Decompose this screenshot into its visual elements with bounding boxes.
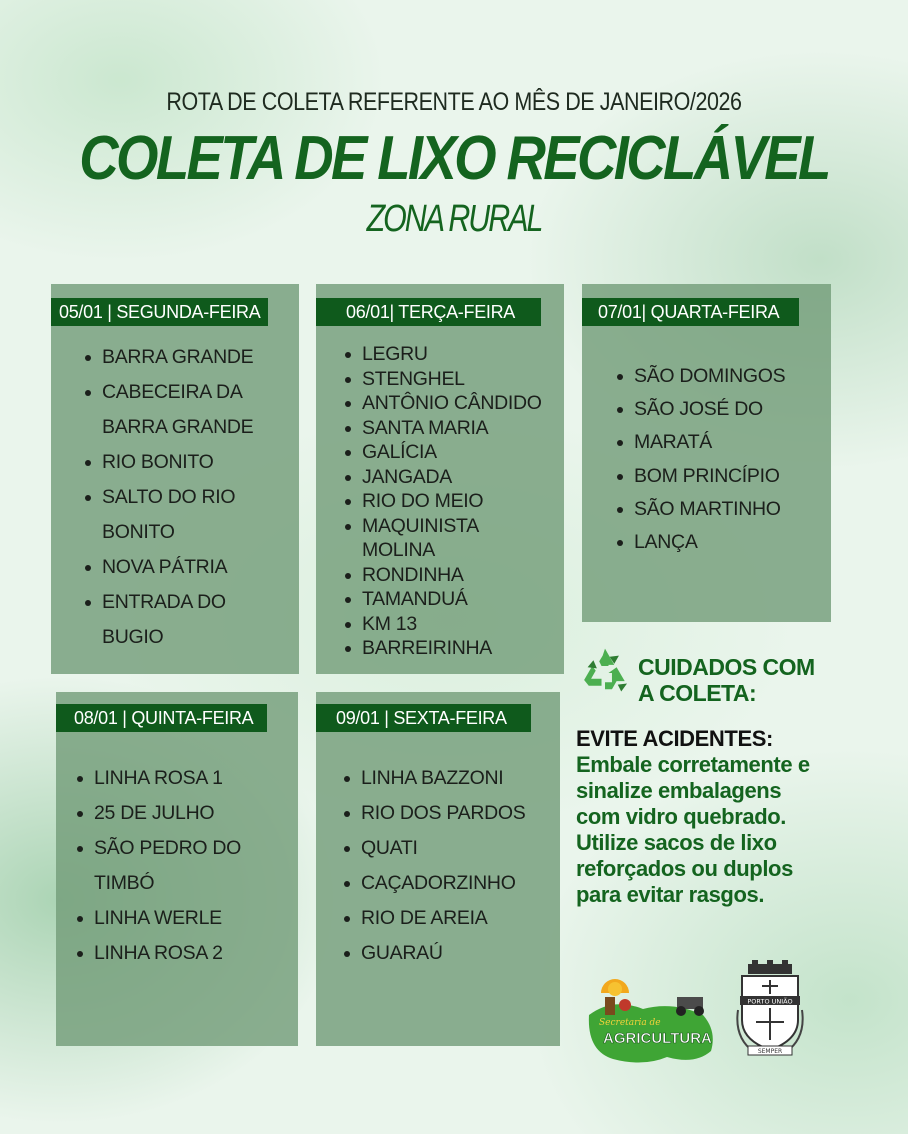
list-item: JANGADA (342, 465, 542, 490)
list-item: RIO DOS PARDOS (341, 796, 525, 831)
care-lead: EVITE ACIDENTES: (576, 726, 773, 751)
list-item: BARRA GRANDE (102, 416, 254, 438)
list-item: TAMANDUÁ (342, 587, 542, 612)
list-item: TIMBÓ (94, 872, 155, 894)
list-item: NOVA PÁTRIA (82, 550, 253, 585)
list-item: LINHA WERLE (74, 901, 241, 936)
svg-text:SEMPER: SEMPER (757, 1048, 783, 1055)
list-item: BOM PRINCÍPIO (614, 460, 785, 493)
list-item: LINHA ROSA 1 (74, 761, 241, 796)
agriculture-logo (583, 975, 723, 1067)
list-item: STENGHEL (342, 367, 542, 392)
card-label-wednesday: 07/01| QUARTA-FEIRA (582, 298, 799, 326)
list-item: SALTO DO RIO (82, 480, 253, 515)
card-label-friday: 09/01 | SEXTA-FEIRA (316, 704, 531, 732)
list-item: SÃO DOMINGOS (614, 360, 785, 393)
list-item: LINHA ROSA 2 (74, 936, 241, 971)
card-label-thursday: 08/01 | QUINTA-FEIRA (56, 704, 267, 732)
svg-text:Secretaria de: Secretaria de (599, 1018, 661, 1028)
list-item: GUARAÚ (341, 936, 525, 971)
list-item: MARATÁ (614, 426, 785, 459)
list-item: MOLINA (362, 539, 435, 561)
care-title: CUIDADOS COM A COLETA: (638, 654, 815, 706)
list-item: BARREIRINHA (342, 636, 542, 661)
list-item: SANTA MARIA (342, 416, 542, 441)
list-item: GALÍCIA (342, 440, 542, 465)
location-list-monday (82, 340, 253, 655)
list-item: ENTRADA DO (82, 585, 253, 620)
list-item: CAÇADORZINHO (341, 866, 525, 901)
svg-text:PORTO UNIÃO: PORTO UNIÃO (747, 997, 793, 1006)
list-item: BONITO (102, 521, 175, 543)
list-item: LINHA BAZZONI (341, 761, 525, 796)
list-item: 25 DE JULHO (74, 796, 241, 831)
care-text (576, 726, 816, 908)
list-item: RONDINHA (342, 563, 542, 588)
list-item: LEGRU (342, 342, 542, 367)
list-item: CABECEIRA DA (82, 375, 253, 410)
list-item: SÃO JOSÉ DO (614, 393, 785, 426)
card-label-monday: 05/01 | SEGUNDA-FEIRA (51, 298, 268, 326)
list-item: RIO BONITO (82, 445, 253, 480)
location-list-friday (341, 761, 525, 971)
page-title: COLETA DE LIXO RECICLÁVEL (79, 124, 829, 193)
list-item: LANÇA (614, 526, 785, 559)
list-item: SÃO MARTINHO (614, 493, 785, 526)
list-item: BUGIO (102, 626, 164, 648)
list-item: BARRA GRANDE (82, 340, 253, 375)
list-item: KM 13 (342, 612, 542, 637)
location-list-wednesday (614, 360, 785, 559)
city-seal-logo (734, 960, 806, 1062)
list-item: RIO DE AREIA (341, 901, 525, 936)
header-top-line: ROTA DE COLETA REFERENTE AO MÊS DE JANEIRO/2026 (166, 88, 742, 116)
location-list-tuesday (342, 342, 542, 661)
care-body: Embale corretamente e sinalize embalagens com vidro quebrado. Utilize sacos de lixo reforçados ou duplos para evitar rasgos. (576, 752, 810, 907)
card-label-tuesday: 06/01| TERÇA-FEIRA (316, 298, 541, 326)
list-item: MAQUINISTA (342, 514, 542, 539)
svg-text:AGRICULTURA: AGRICULTURA (603, 1030, 712, 1047)
list-item: SÃO PEDRO DO (74, 831, 241, 866)
location-list-thursday (74, 761, 241, 971)
list-item: RIO DO MEIO (342, 489, 542, 514)
list-item: QUATI (341, 831, 525, 866)
recycle-icon (576, 644, 634, 702)
page-subtitle: ZONA RURAL (366, 198, 542, 240)
list-item: ANTÔNIO CÂNDIDO (342, 391, 542, 416)
